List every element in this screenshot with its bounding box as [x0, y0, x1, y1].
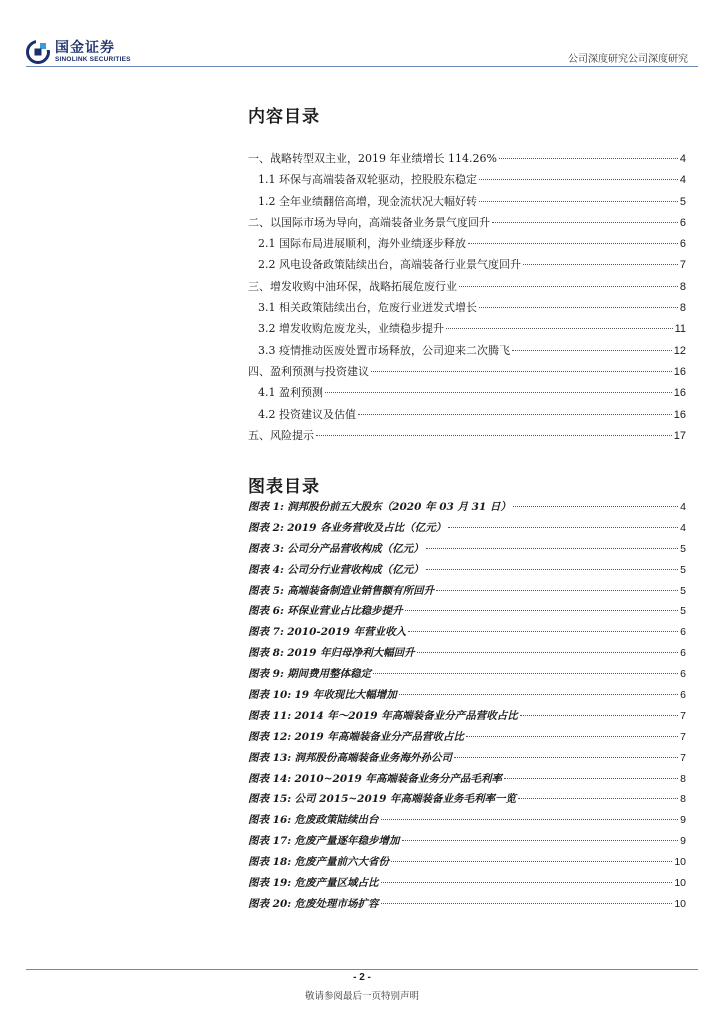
- figure-entry[interactable]: [248, 687, 686, 708]
- toc-entry[interactable]: [248, 256, 686, 277]
- figure-entry[interactable]: [248, 499, 686, 520]
- toc-entry-text: 2.2 风电设备政策陆续出台，高端装备行业景气度回升: [258, 258, 521, 272]
- figure-entry[interactable]: [248, 854, 686, 875]
- dot-leader: [405, 610, 678, 611]
- dot-leader: [448, 527, 678, 528]
- figure-entry-label: 图表 3:: [248, 542, 284, 555]
- figure-entry-page: 5: [680, 542, 686, 555]
- toc-entry-text: 一、战略转型双主业，2019 年业绩增长 114.26%: [248, 152, 497, 165]
- figure-entry-label: 图表 20:: [248, 897, 292, 910]
- figure-entry-page: 4: [680, 521, 686, 534]
- figure-entry-page: 10: [674, 897, 686, 910]
- figure-entry-label: 图表 19:: [248, 877, 292, 890]
- dot-leader: [316, 435, 672, 436]
- figure-entry-page: 9: [680, 835, 686, 848]
- figure-entry-text: 2010~2019 年高端装备业务分产品毛利率: [294, 772, 502, 785]
- figure-entry-page: 10: [674, 856, 686, 869]
- figure-entry-text: 危废政策陆续出台: [294, 814, 379, 827]
- sinolink-logo-icon: [26, 40, 50, 64]
- toc-entry[interactable]: [248, 299, 686, 320]
- figure-entry[interactable]: [248, 896, 686, 917]
- figure-entry-page: 6: [680, 689, 686, 702]
- dot-leader: [446, 328, 673, 329]
- toc-entry-text: 1.1 环保与高端装备双轮驱动，控股股东稳定: [258, 173, 477, 187]
- figure-entry-label: 图表 6:: [248, 605, 284, 618]
- figure-entry-page: 6: [680, 668, 686, 681]
- toc-entry-text: 2.1 国际布局进展顺利，海外业绩逐步释放: [258, 237, 466, 251]
- toc-entry-page: 6: [679, 238, 686, 251]
- toc-entry[interactable]: [248, 171, 686, 192]
- figure-entry-label: 图表 12:: [248, 730, 292, 743]
- figure-entry-text: 2019 各业务营收及占比（亿元）: [287, 521, 447, 534]
- dot-leader: [417, 652, 679, 653]
- toc-entry-page: 4: [679, 153, 686, 165]
- toc-entry[interactable]: [248, 235, 686, 256]
- figure-entry[interactable]: [248, 583, 686, 604]
- report-type-label: 公司深度研究公司深度研究: [568, 54, 688, 65]
- figure-entry-label: 图表 11:: [248, 709, 292, 722]
- figure-entry-page: 7: [680, 730, 686, 743]
- figure-entry-text: 危废处理市场扩容: [294, 897, 379, 910]
- figure-entry[interactable]: [248, 771, 686, 792]
- figure-entry-label: 图表 18:: [248, 856, 292, 869]
- figure-entry-label: 图表 1:: [248, 501, 284, 513]
- figure-entry-label: 图表 13:: [248, 751, 292, 764]
- toc-entry-page: 6: [679, 216, 686, 229]
- figure-entry[interactable]: [248, 812, 686, 833]
- dot-leader: [466, 736, 678, 737]
- dot-leader: [468, 243, 678, 244]
- figure-entry-page: 8: [680, 772, 686, 785]
- dot-leader: [436, 590, 678, 591]
- toc-entry[interactable]: [248, 363, 686, 384]
- dot-leader: [504, 778, 678, 779]
- toc-entry[interactable]: [248, 406, 686, 427]
- figure-entry[interactable]: [248, 603, 686, 624]
- dot-leader: [499, 158, 678, 159]
- figure-entry-page: 7: [680, 751, 686, 764]
- figure-entry-text: 高端装备制造业销售额有所回升: [287, 584, 435, 597]
- dot-leader: [492, 222, 678, 223]
- toc-entry-page: 11: [674, 323, 686, 336]
- figure-entry-page: 6: [680, 626, 686, 639]
- figure-entry-label: 图表 10:: [248, 689, 292, 702]
- dot-leader: [381, 903, 673, 904]
- figure-entry-label: 图表 2:: [248, 521, 284, 534]
- figure-entry-page: 4: [680, 501, 686, 513]
- figure-entry-text: 2019 年高端装备业分产品营收占比: [294, 730, 464, 743]
- figure-entry-page: 7: [680, 709, 686, 722]
- dot-leader: [523, 264, 678, 265]
- dot-leader: [479, 179, 678, 180]
- toc-entry-page: 7: [679, 259, 686, 272]
- dot-leader: [479, 201, 678, 202]
- dot-leader: [381, 882, 673, 883]
- toc-entry-page: 16: [673, 365, 686, 378]
- company-logo: [26, 40, 131, 64]
- dot-leader: [391, 861, 672, 862]
- figure-entry-text: 润邦股份前五大股东（2020 年 03 月 31 日）: [287, 501, 511, 513]
- figure-entry-text: 润邦股份高端装备业务海外孙公司: [294, 751, 452, 764]
- page-number: - 2 -: [353, 972, 371, 983]
- figure-list: [248, 499, 686, 917]
- dot-leader: [426, 569, 678, 570]
- toc-entry[interactable]: [248, 193, 686, 214]
- figure-entry-text: 2019 年归母净利大幅回升: [287, 647, 415, 660]
- figure-entry-label: 图表 14:: [248, 772, 292, 785]
- figure-entry-label: 图表 4:: [248, 563, 284, 576]
- toc-entry-text: 4.2 投资建议及估值: [258, 407, 356, 421]
- figure-entry[interactable]: [248, 729, 686, 750]
- toc-entry-page: 12: [673, 344, 686, 357]
- figure-entry-page: 5: [680, 605, 686, 618]
- logo-text-cn: 国金证券: [55, 39, 115, 56]
- figure-entry[interactable]: [248, 624, 686, 645]
- footer-divider: [26, 969, 698, 970]
- dot-leader: [513, 506, 678, 507]
- figure-entry-text: 环保业营业占比稳步提升: [287, 605, 403, 618]
- figure-entry-text: 期间费用整体稳定: [287, 668, 372, 681]
- figure-entry[interactable]: [248, 875, 686, 896]
- dot-leader: [459, 286, 678, 287]
- figure-entry-label: 图表 8:: [248, 647, 284, 660]
- dot-leader: [325, 392, 672, 393]
- toc-entry[interactable]: [248, 278, 686, 299]
- toc-entry[interactable]: [248, 384, 686, 405]
- figure-entry[interactable]: [248, 750, 686, 771]
- toc-entry-page: 16: [673, 387, 686, 400]
- figure-entry-text: 2014 年～2019 年高端装备业分产品营收占比: [294, 709, 518, 722]
- figure-entry[interactable]: [248, 791, 686, 812]
- toc-entry[interactable]: [248, 214, 686, 235]
- toc-entry-text: 3.3 疫情推动医废处置市场释放，公司迎来二次腾飞: [258, 343, 510, 357]
- figure-entry-text: 公司分行业营收构成（亿元）: [287, 563, 424, 576]
- figure-entry-text: 危废产量逐年稳步增加: [294, 835, 400, 848]
- figure-entry-text: 公司 2015~2019 年高端装备业务毛利率一览: [294, 793, 517, 806]
- dot-leader: [402, 840, 679, 841]
- figure-entry-label: 图表 16:: [248, 814, 292, 827]
- logo-text-en: SINOLINK SECURITIES: [55, 55, 131, 63]
- disclaimer-note: 敬请参阅最后一页特别声明: [304, 991, 419, 1002]
- figure-entry-page: 9: [680, 814, 686, 827]
- page-header: [0, 0, 724, 70]
- dot-leader: [373, 673, 678, 674]
- dot-leader: [454, 757, 678, 758]
- figure-entry[interactable]: [248, 708, 686, 729]
- figure-entry-label: 图表 5:: [248, 584, 284, 597]
- figure-entry-text: 公司分产品营收构成（亿元）: [287, 542, 424, 555]
- toc-entry[interactable]: [248, 342, 686, 363]
- toc-entry-text: 五、风险提示: [248, 428, 314, 442]
- toc-entry-text: 1.2 全年业绩翻倍高增，现金流状况大幅好转: [258, 194, 477, 208]
- toc-entry-text: 三、增发收购中油环保，战略拓展危废行业: [248, 279, 457, 293]
- toc-entry-page: 8: [679, 280, 686, 293]
- toc-entry-page: 16: [673, 408, 686, 421]
- figure-entry-text: 危废产量前六大省份: [294, 856, 389, 869]
- figure-list-heading: 图表目录: [248, 477, 320, 497]
- dot-leader: [518, 798, 678, 799]
- figure-entry[interactable]: [248, 541, 686, 562]
- toc-entry-text: 4.1 盈利预测: [258, 386, 323, 400]
- toc-entry[interactable]: [248, 427, 686, 448]
- figure-entry-text: 2010-2019 年营业收入: [287, 626, 407, 639]
- figure-entry[interactable]: [248, 666, 686, 687]
- toc-heading: 内容目录: [248, 107, 320, 127]
- dot-leader: [381, 819, 679, 820]
- toc-entry-page: 17: [673, 429, 686, 442]
- figure-entry-label: 图表 15:: [248, 793, 292, 806]
- header-divider: [26, 66, 698, 67]
- dot-leader: [426, 548, 678, 549]
- toc-entry-page: 5: [679, 195, 686, 208]
- toc-entry[interactable]: [248, 150, 686, 171]
- figure-entry[interactable]: [248, 562, 686, 583]
- figure-entry-label: 图表 17:: [248, 835, 292, 848]
- dot-leader: [520, 715, 678, 716]
- dot-leader: [399, 694, 678, 695]
- figure-entry[interactable]: [248, 833, 686, 854]
- toc-entry-text: 二、以国际市场为导向，高端装备业务景气度回升: [248, 215, 490, 229]
- toc-list: [248, 150, 686, 448]
- figure-entry[interactable]: [248, 645, 686, 666]
- figure-entry-page: 8: [680, 793, 686, 806]
- toc-entry-text: 3.1 相关政策陆续出台，危废行业迸发式增长: [258, 301, 477, 315]
- dot-leader: [371, 371, 672, 372]
- figure-entry-page: 5: [680, 584, 686, 597]
- dot-leader: [512, 350, 672, 351]
- figure-entry-text: 19 年收现比大幅增加: [294, 689, 397, 702]
- toc-entry-text: 3.2 增发收购危废龙头，业绩稳步提升: [258, 322, 444, 336]
- toc-entry-page: 8: [679, 302, 686, 315]
- figure-entry-page: 10: [674, 877, 686, 890]
- toc-entry[interactable]: [248, 320, 686, 341]
- toc-entry-page: 4: [679, 174, 686, 187]
- figure-entry-page: 6: [680, 647, 686, 660]
- dot-leader: [479, 307, 678, 308]
- dot-leader: [408, 631, 678, 632]
- figure-entry-text: 危废产量区域占比: [294, 877, 379, 890]
- figure-entry[interactable]: [248, 520, 686, 541]
- figure-entry-label: 图表 7:: [248, 626, 284, 639]
- dot-leader: [358, 414, 672, 415]
- figure-entry-label: 图表 9:: [248, 668, 284, 681]
- toc-entry-text: 四、盈利预测与投资建议: [248, 364, 369, 378]
- figure-entry-page: 5: [680, 563, 686, 576]
